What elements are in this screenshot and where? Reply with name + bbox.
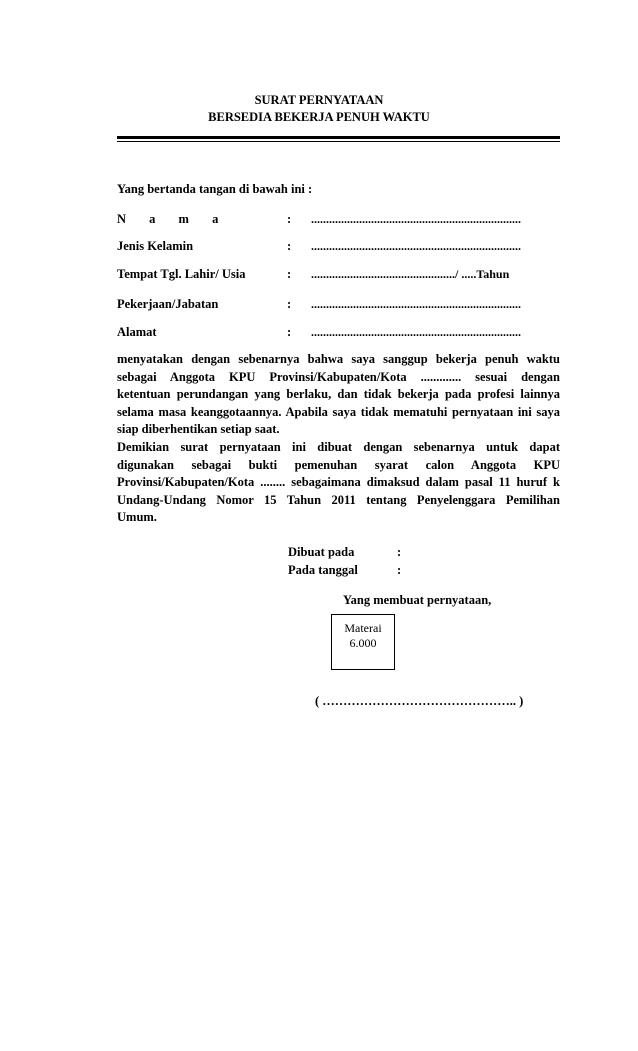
field-label-nama: N a m a	[117, 212, 229, 226]
place-colon: :	[397, 545, 402, 559]
intro-text: Yang bertanda tangan di bawah ini :	[117, 182, 313, 196]
paragraph-line: sebagai Anggota KPU Provinsi/Kabupaten/Kota ............. sesuai dengan	[117, 369, 560, 384]
header-rule-thick	[117, 136, 560, 139]
field-label-alamat: Alamat	[117, 325, 157, 339]
field-colon: :	[287, 267, 292, 281]
date-colon: :	[397, 563, 402, 577]
field-label-jenis-kelamin: Jenis Kelamin	[117, 239, 194, 253]
paragraph-line: Umum.	[117, 510, 157, 524]
field-value-pekerjaan: ......................................................................	[311, 297, 521, 311]
field-value-jenis-kelamin: ......................................................................	[311, 239, 521, 253]
header-rule-thin	[117, 141, 560, 142]
paragraph-line: menyatakan dengan sebenarnya bahwa saya sanggup bekerja penuh waktu	[117, 352, 560, 366]
maker-label: Yang membuat pernyataan,	[343, 593, 492, 607]
field-value-tempat-tgl-lahir: ................................................/ .....Tahun	[311, 267, 510, 281]
stamp-value: 6.000	[349, 636, 377, 650]
paragraph-line: digunakan sebagai bukti pemenuhan syarat calon Anggota KPU	[117, 457, 560, 472]
signature-name-line: ( ……………………………………….. )	[315, 694, 524, 708]
document-title: SURAT PERNYATAAN	[254, 93, 384, 107]
field-colon: :	[287, 297, 292, 311]
date-label: Pada tanggal	[288, 563, 358, 577]
paragraph-line: selama masa keanggotaannya. Apabila saya tidak mematuhi pernyataan ini saya	[117, 404, 560, 419]
document-subtitle: BERSEDIA BEKERJA PENUH WAKTU	[208, 110, 430, 124]
closing-paragraph	[117, 439, 560, 527]
paragraph-line: Demikian surat pernyataan ini dibuat dengan sebenarnya untuk dapat	[117, 440, 560, 454]
stamp-label: Materai	[344, 621, 382, 635]
paragraph-line: siap diberhentikan setiap saat.	[117, 422, 280, 436]
field-colon: :	[287, 325, 292, 339]
paragraph-line: Undang-Undang Nomor 15 Tahun 2011 tentang Penyelenggara Pemilihan	[117, 492, 560, 507]
paragraph-line: Provinsi/Kabupaten/Kota ........ sebagaimana dimaksud dalam pasal 11 huruf k	[117, 475, 560, 489]
field-label-tempat-tgl-lahir: Tempat Tgl. Lahir/ Usia	[117, 267, 246, 281]
field-colon: :	[287, 239, 292, 253]
place-label: Dibuat pada	[288, 545, 355, 559]
field-value-alamat: ......................................................................	[311, 325, 521, 339]
stamp-box	[331, 614, 395, 670]
paragraph-line: ketentuan perundangan yang berlaku, dan tidak bekerja pada profesi lainnya	[117, 387, 560, 401]
statement-paragraph	[117, 351, 560, 439]
field-value-nama: ......................................................................	[311, 212, 521, 226]
field-colon: :	[287, 212, 292, 226]
field-label-pekerjaan: Pekerjaan/Jabatan	[117, 297, 219, 311]
